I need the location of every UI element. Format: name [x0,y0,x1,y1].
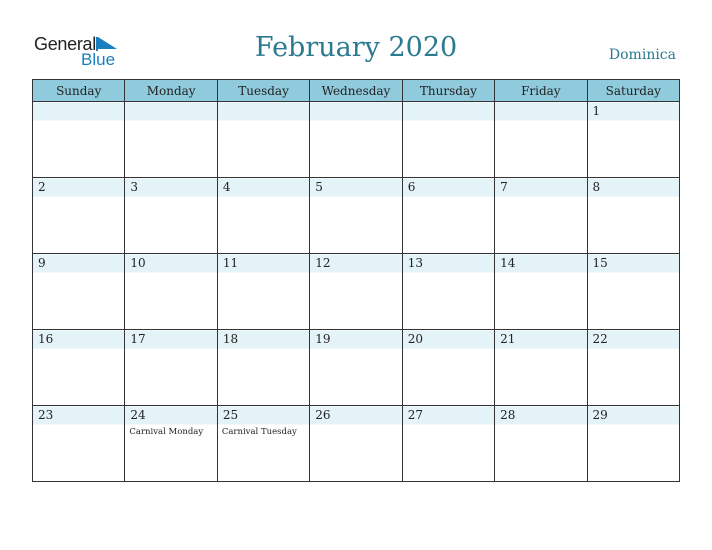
day-cell [310,102,402,178]
day-number: 19 [315,332,331,346]
holiday-label: Carnival Tuesday [221,427,297,437]
week-row [33,330,680,406]
day-number: 7 [500,180,508,194]
day-number: 3 [130,180,139,194]
day-number: 6 [407,180,416,194]
day-cell [125,406,217,482]
day-number [218,102,309,118]
day-number [403,102,494,118]
weekday-header-saturday: Saturday [587,80,679,102]
day-cell [495,406,587,482]
day-number: 27 [407,408,423,422]
logo-general-text: General [34,34,96,54]
day-number: 11 [222,256,239,270]
day-cell [402,102,494,178]
week-row [33,102,680,178]
day-cell [495,254,587,330]
day-cell [33,102,125,178]
day-cell [587,178,679,254]
day-number: 2 [38,180,46,194]
day-number: 17 [130,332,146,346]
day-number: 4 [222,180,231,194]
day-cell [310,406,402,482]
day-number: 24 [130,408,146,422]
week-row [33,254,680,330]
day-number: 23 [38,408,54,422]
day-number [495,102,586,118]
day-cell [402,406,494,482]
day-cell [33,330,125,406]
calendar-grid [32,79,680,482]
day-cell [217,254,309,330]
day-number: 18 [222,332,239,346]
day-number: 21 [500,332,516,346]
day-number: 15 [592,256,608,270]
day-number: 9 [38,256,46,270]
day-number: 20 [407,332,423,346]
day-number: 5 [315,180,323,194]
day-cell [217,102,309,178]
day-number: 29 [592,408,608,422]
day-cell [125,102,217,178]
day-cell [217,330,309,406]
week-row [33,406,680,482]
day-number: 22 [592,332,608,346]
day-number: 10 [130,256,146,270]
day-cell [587,330,679,406]
weekday-header-wednesday: Wednesday [310,80,402,102]
day-cell [587,254,679,330]
day-number: 28 [500,408,516,422]
day-cell [33,178,125,254]
day-number: 25 [222,408,239,422]
day-number: 13 [407,256,423,270]
day-cell [125,330,217,406]
day-cell [310,330,402,406]
day-cell [402,330,494,406]
day-number: 26 [315,408,331,422]
day-number [125,102,216,118]
day-cell [495,330,587,406]
weekday-header-thursday: Thursday [402,80,494,102]
weekday-header-monday: Monday [125,80,217,102]
day-cell [217,178,309,254]
logo-blue-text: Blue [81,50,116,69]
holiday-label: Carnival Monday [129,427,204,437]
weekday-header-tuesday: Tuesday [217,80,309,102]
day-cell [125,254,217,330]
day-cell [125,178,217,254]
weekday-header-sunday: Sunday [33,80,125,102]
day-cell [495,102,587,178]
week-row [33,178,680,254]
day-cell [402,254,494,330]
weekday-header-friday: Friday [495,80,587,102]
calendar-title: February 2020 [254,32,458,63]
day-number: 12 [315,256,331,270]
day-number [310,102,401,118]
day-cell [587,406,679,482]
day-number: 8 [592,180,601,194]
day-cell [587,102,679,178]
day-number: 16 [38,332,54,346]
day-cell [217,406,309,482]
day-cell [33,406,125,482]
weekday-header-row [33,80,680,102]
day-number [33,102,124,118]
day-cell [495,178,587,254]
day-number: 14 [500,256,516,270]
day-cell [402,178,494,254]
day-cell [310,178,402,254]
day-cell [33,254,125,330]
country-label: Dominica [608,47,676,63]
day-number: 1 [592,104,601,118]
day-cell [310,254,402,330]
